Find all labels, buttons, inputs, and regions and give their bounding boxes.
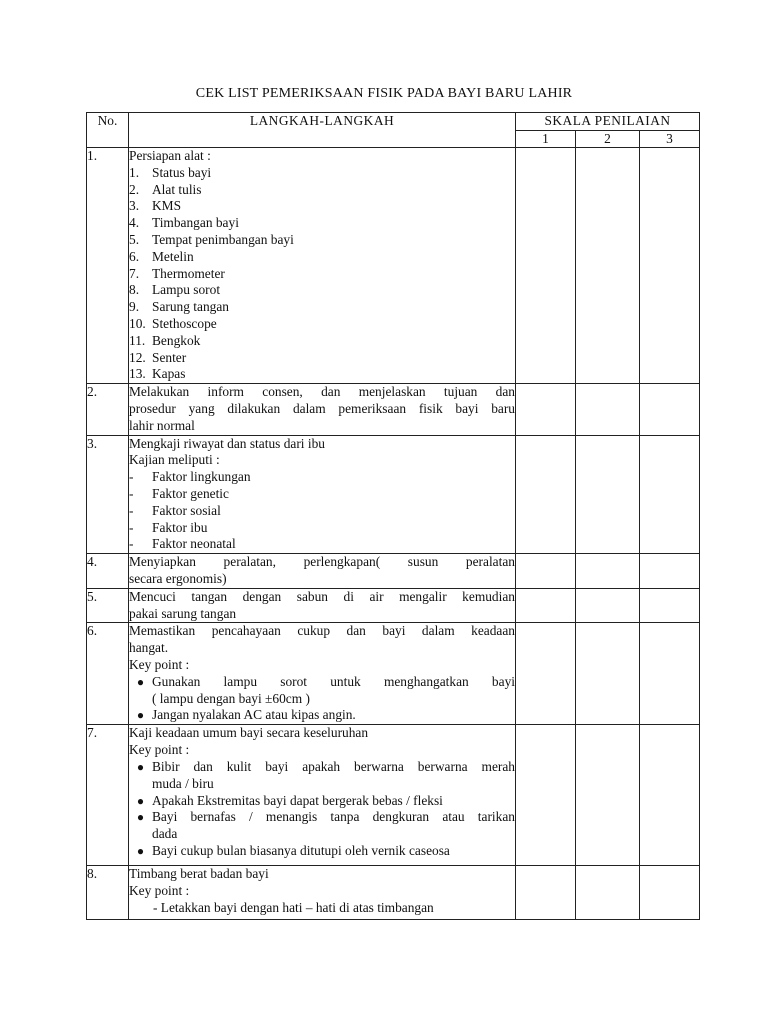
score-cell-1[interactable] <box>516 554 576 589</box>
row-number: 8. <box>87 866 129 920</box>
score-cell-2[interactable] <box>576 435 640 554</box>
table-row <box>87 866 700 920</box>
list-item: 5. Tempat penimbangan bayi <box>129 231 294 247</box>
checklist-table <box>86 112 700 920</box>
bullet-icon: ● <box>136 708 145 723</box>
row-text-line: prosedur yang dilakukan dalam pemeriksaan fisik bayi baru <box>129 400 515 416</box>
list-item: 3. KMS <box>129 198 182 214</box>
score-cell-3[interactable] <box>640 623 700 725</box>
score-cell-3[interactable] <box>640 384 700 435</box>
score-cell-2[interactable] <box>576 725 640 866</box>
bullet-icon: ● <box>136 843 145 858</box>
score-cell-3[interactable] <box>640 866 700 920</box>
key-point-label: Key point : <box>129 656 190 672</box>
score-cell-3[interactable] <box>640 588 700 623</box>
row-number: 3. <box>87 435 129 554</box>
score-cell-1[interactable] <box>516 435 576 554</box>
row-text-line: Timbang berat badan bayi <box>129 866 269 882</box>
row-content <box>129 588 516 623</box>
score-cell-3[interactable] <box>640 435 700 554</box>
list-item: - Faktor genetic <box>129 485 229 501</box>
bullet-icon: ● <box>136 759 145 774</box>
bullet-item: ● Bayi cukup bulan biasanya ditutupi oleh vernik caseosa <box>129 843 515 860</box>
header-row <box>87 113 700 131</box>
row-text-line: hangat. <box>129 640 169 656</box>
row-content <box>129 554 516 589</box>
bullet-icon: ● <box>136 674 145 689</box>
bullet-item: ● Bibir dan kulit bayi apakah berwarna berwarna merah muda / biru <box>129 759 515 793</box>
document-title: CEK LIST PEMERIKSAAN FISIK PADA BAYI BARU LAHIR <box>195 86 573 101</box>
header-score-2: 2 <box>576 130 640 148</box>
key-point-label: Key point : <box>129 883 190 899</box>
list-item: 9. Sarung tangan <box>129 299 229 315</box>
score-cell-2[interactable] <box>576 588 640 623</box>
row-content <box>129 725 516 866</box>
row-text-line: Mengkaji riwayat dan status dari ibu <box>129 435 325 451</box>
row-text-line: pakai sarung tangan <box>129 605 237 621</box>
table-row <box>87 588 700 623</box>
score-cell-2[interactable] <box>576 384 640 435</box>
list-item: 1. Status bayi <box>129 164 212 180</box>
row-content <box>129 435 516 554</box>
list-item: - Faktor neonatal <box>129 536 236 552</box>
list-item: 13. Kapas <box>129 366 186 382</box>
list-item: - Faktor sosial <box>129 502 221 518</box>
table-row <box>87 435 700 554</box>
list-item: 11. Bengkok <box>129 332 201 348</box>
score-cell-1[interactable] <box>516 148 576 384</box>
row-number: 5. <box>87 588 129 623</box>
list-item: 6. Metelin <box>129 248 194 264</box>
score-cell-2[interactable] <box>576 623 640 725</box>
list-item: 2. Alat tulis <box>129 181 202 197</box>
list-item: 7. Thermometer <box>129 265 225 281</box>
bullet-icon: ● <box>136 793 145 808</box>
bullet-item: ● Gunakan lampu sorot untuk menghangatkan bayi ( lampu dengan bayi ±60cm ) <box>129 674 515 708</box>
row-content <box>129 866 516 920</box>
table-row <box>87 384 700 435</box>
list-item: 10. Stethoscope <box>129 315 217 331</box>
key-point-label: Key point : <box>129 742 190 758</box>
score-cell-3[interactable] <box>640 554 700 589</box>
bullet-item: ● Apakah Ekstremitas bayi dapat bergerak bebas / fleksi <box>129 793 515 810</box>
row-number: 2. <box>87 384 129 435</box>
list-item: 12. Senter <box>129 349 187 365</box>
row-content <box>129 623 516 725</box>
header-score-1: 1 <box>516 130 576 148</box>
table-row <box>87 554 700 589</box>
score-cell-2[interactable] <box>576 148 640 384</box>
header-scale: SKALA PENILAIAN <box>516 113 700 131</box>
table-row <box>87 725 700 866</box>
score-cell-2[interactable] <box>576 866 640 920</box>
score-cell-1[interactable] <box>516 725 576 866</box>
score-cell-1[interactable] <box>516 384 576 435</box>
row-text-line: Menyiapkan peralatan, perlengkapan( susun peralatan <box>129 554 515 570</box>
header-score-3: 3 <box>640 130 700 148</box>
row-text-line: Kajian meliputi : <box>129 452 220 468</box>
header-no: No. <box>87 113 129 148</box>
row-number: 7. <box>87 725 129 866</box>
row-number: 4. <box>87 554 129 589</box>
bullet-icon: ● <box>136 810 145 825</box>
row-text-line: Kaji keadaan umum bayi secara keseluruhan <box>129 725 369 741</box>
row-text-line: Mencuci tangan dengan sabun di air mengalir kemudian <box>129 588 515 604</box>
row-text-line: - Letakkan bayi dengan hati – hati di atas timbangan <box>153 899 434 915</box>
score-cell-1[interactable] <box>516 866 576 920</box>
row-text-line: Memastikan pencahayaan cukup dan bayi dalam keadaan <box>129 623 515 639</box>
score-cell-1[interactable] <box>516 623 576 725</box>
row-text-line: Melakukan inform consen, dan menjelaskan tujuan dan <box>129 384 515 400</box>
row-number: 1. <box>87 148 129 384</box>
row-content <box>129 148 516 384</box>
row-text-line: secara ergonomis) <box>129 570 227 586</box>
list-item: - Faktor lingkungan <box>129 469 251 485</box>
list-item: 8. Lampu sorot <box>129 282 221 298</box>
list-item: - Faktor ibu <box>129 519 208 535</box>
row-number: 6. <box>87 623 129 725</box>
score-cell-1[interactable] <box>516 588 576 623</box>
list-item: 4. Timbangan bayi <box>129 215 239 231</box>
table-row <box>87 623 700 725</box>
row-heading: Persiapan alat : <box>129 148 211 163</box>
bullet-item: ● Jangan nyalakan AC atau kipas angin. <box>129 707 515 724</box>
table-row <box>87 148 700 384</box>
score-cell-3[interactable] <box>640 148 700 384</box>
row-text-line: lahir normal <box>129 417 195 433</box>
row-content <box>129 384 516 435</box>
bullet-item: ● Bayi bernafas / menangis tanpa dengkuran atau tarikan dada <box>129 809 515 843</box>
header-steps: LANGKAH-LANGKAH <box>129 113 516 148</box>
score-cell-3[interactable] <box>640 725 700 866</box>
score-cell-2[interactable] <box>576 554 640 589</box>
